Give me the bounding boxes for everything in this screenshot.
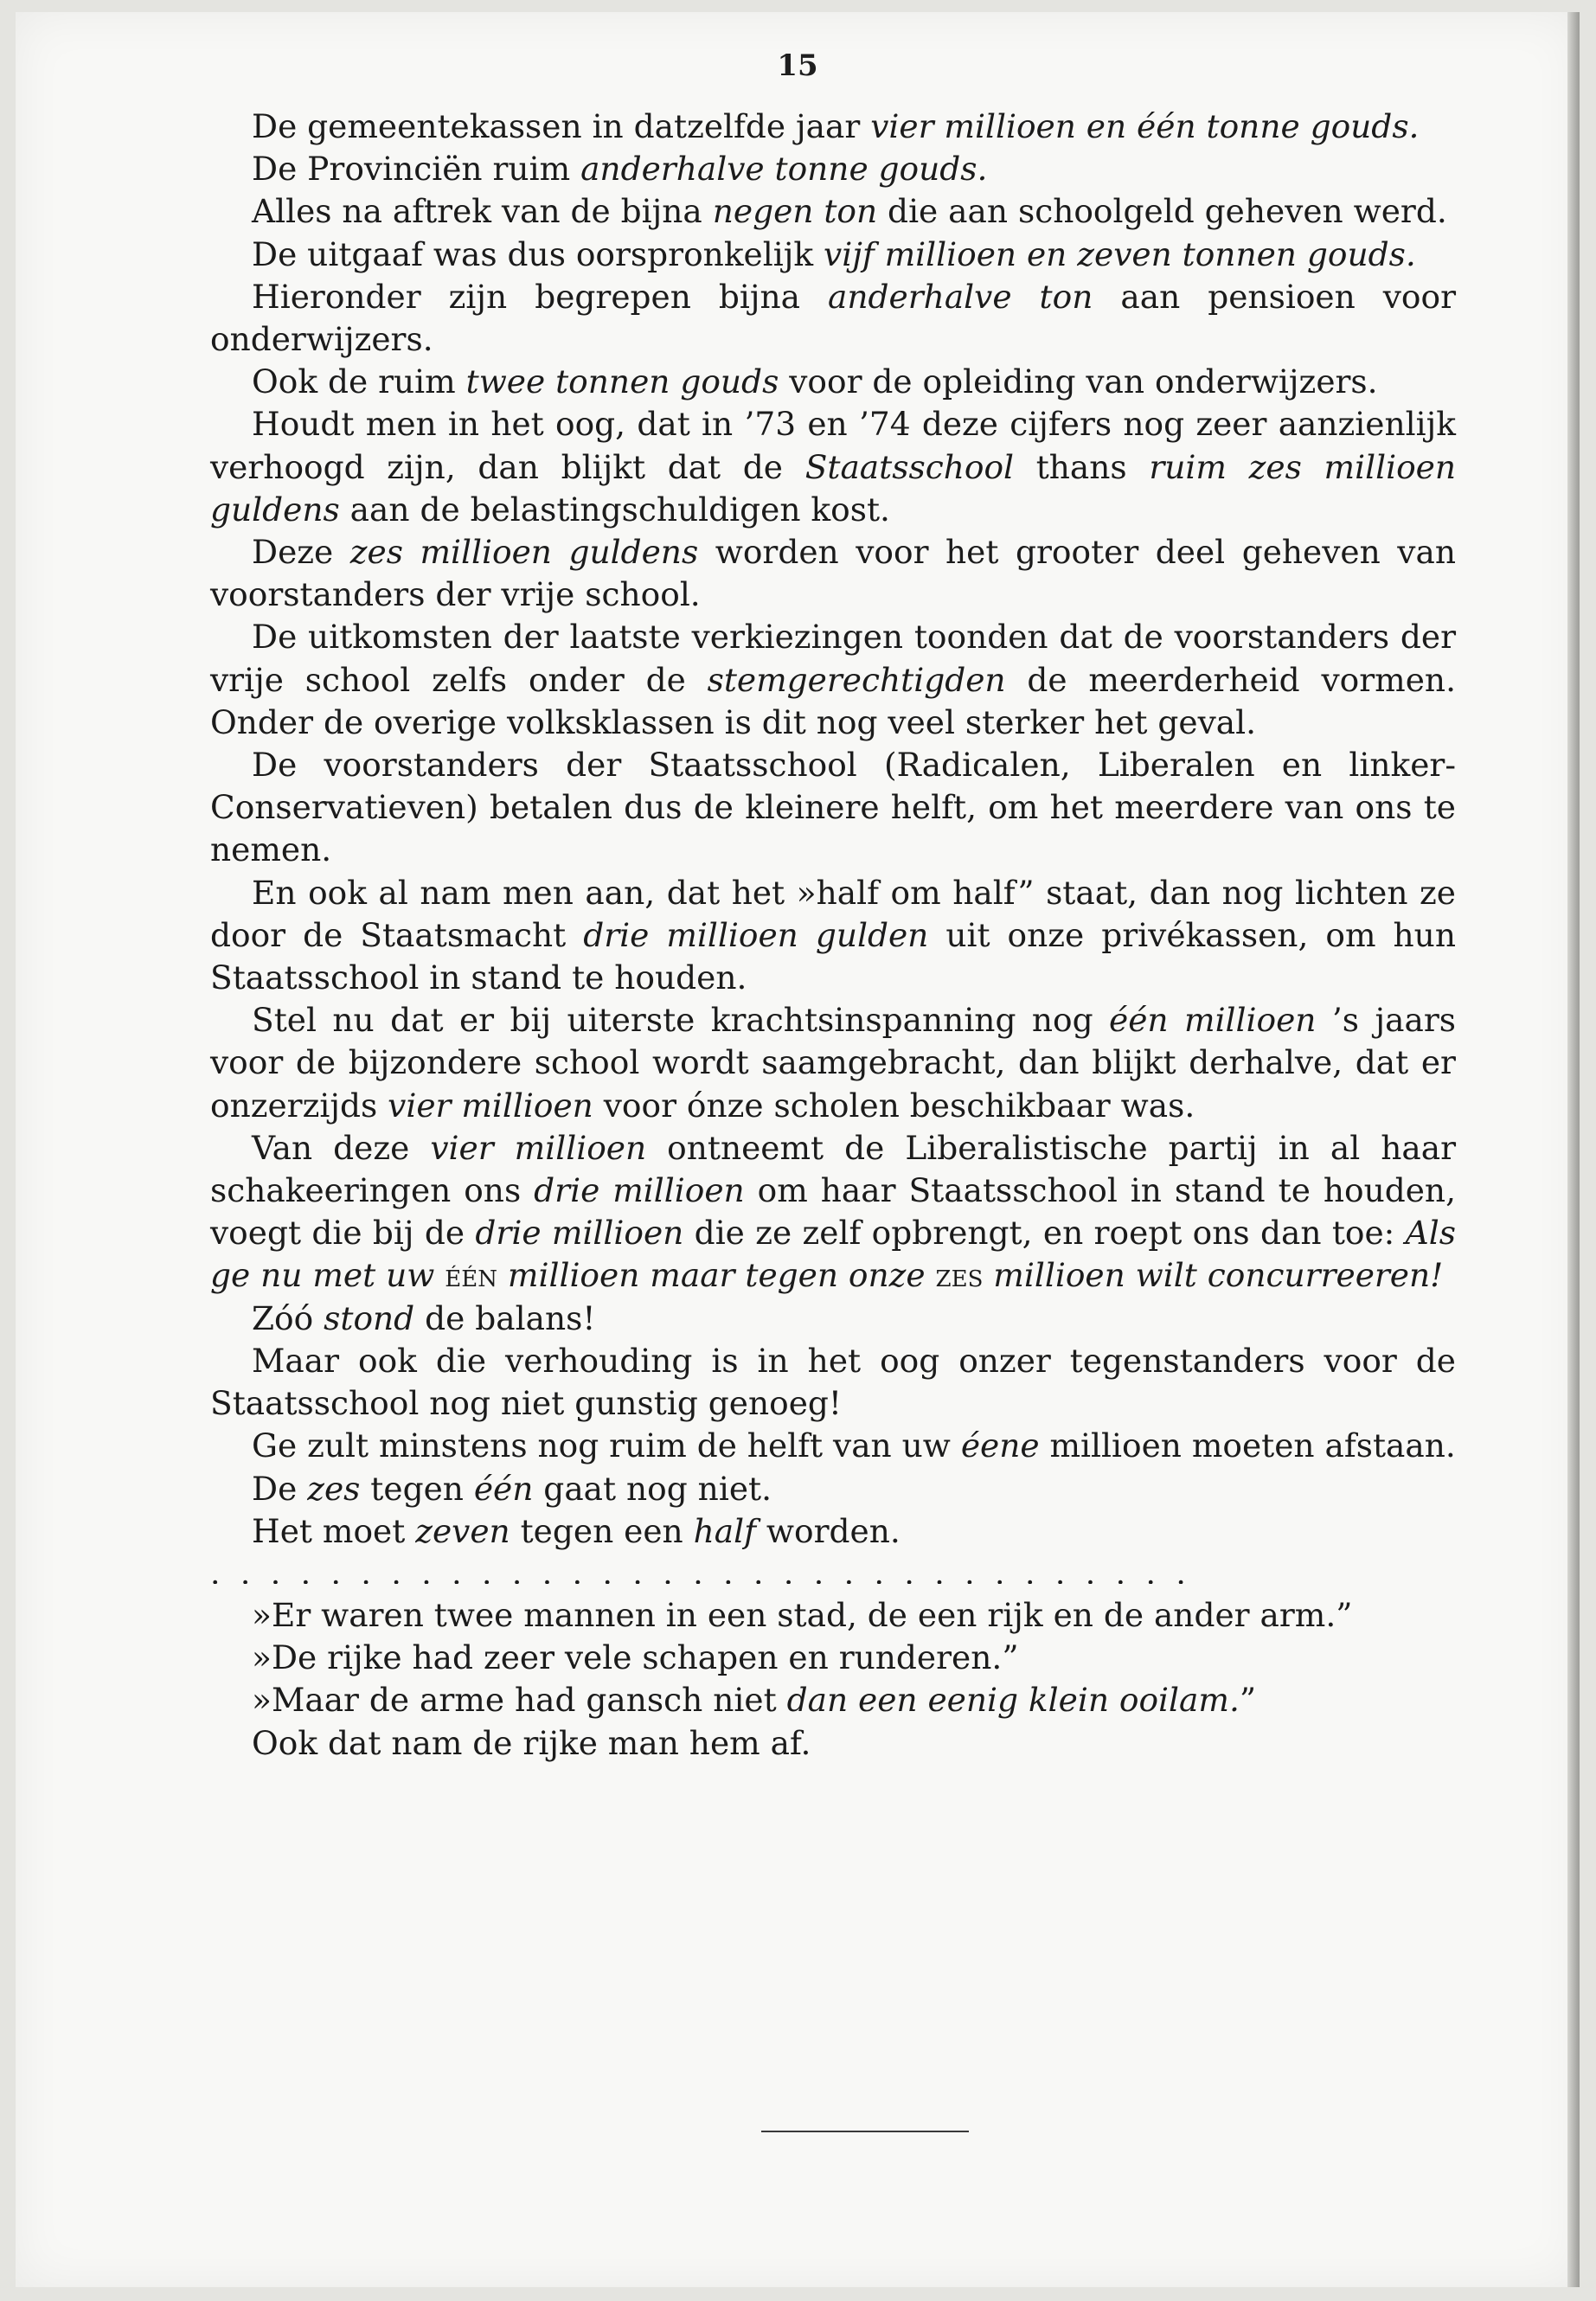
text-run: Alles na aftrek van de bijna [252, 192, 713, 231]
paragraph-p9 [210, 616, 1456, 744]
text-run: vijf millioen en zeven tonnen gouds. [824, 234, 1416, 273]
text-run: éene [960, 1426, 1040, 1465]
paragraph-p10 [210, 744, 1456, 872]
text-run: voor ónze scholen beschikbaar was. [593, 1086, 1195, 1125]
text-run: Houdt men in het oog, dat in ’73 en ’74 deze cijfers nog zeer aanzienlijk verhoogd zijn, dan blijkt dat de [210, 405, 1456, 486]
text-run: worden voor het grooter deel geheven van voorstanders der vrije school. [210, 533, 1456, 614]
text-run: aan de belastingschuldigen kost. [339, 490, 890, 529]
paragraph-c2 [210, 1637, 1456, 1679]
text-run: ruim zes millioen guldens [210, 447, 1456, 529]
text-run: gaat nog niet. [533, 1469, 772, 1508]
text-run: ” [1239, 1681, 1257, 1720]
section-separator-dots: . . . . . . . . . . . . . . . . . . . . . . . . . . . . . . . . . [210, 1564, 1191, 1584]
paragraph-p1 [210, 106, 1456, 148]
text-run: twee tonnen gouds [465, 362, 779, 401]
text-run: Staatsschool [804, 447, 1015, 486]
text-run: Maar ook die verhouding is in het oog onzer tegenstanders voor de Staatsschool nog niet gunstig genoeg! [210, 1341, 1456, 1423]
text-run: zeven [415, 1511, 510, 1550]
paragraph-p11 [210, 872, 1456, 1000]
text-run: voor de opleiding van onderwijzers. [779, 362, 1378, 401]
text-run: Van deze [252, 1128, 431, 1167]
paragraph-p14 [210, 1298, 1456, 1340]
text-run: vier millioen [388, 1086, 593, 1125]
paragraph-c4 [210, 1722, 1456, 1765]
paragraph-p6 [210, 361, 1456, 403]
text-run: Hieronder zijn begrepen bijna [252, 277, 829, 316]
text-run: thans [1014, 447, 1150, 486]
text-run: zes [935, 1256, 984, 1295]
text-run: stond [324, 1298, 415, 1337]
text-run: De uitkomsten der laatste verkiezingen toonden dat de voorstanders der vrije school zelfs onder de [210, 618, 1456, 699]
text-run: negen ton [712, 192, 878, 231]
paragraph-p13 [210, 1127, 1456, 1298]
text-run: Als ge nu met uw [210, 1214, 1456, 1295]
text-run: millioen maar tegen onze [497, 1256, 936, 1295]
text-run: tegen [360, 1469, 474, 1508]
text-run: millioen wilt concurreeren! [983, 1256, 1444, 1295]
paragraph-p2 [210, 148, 1456, 190]
paragraph-c3 [210, 1679, 1456, 1721]
text-run: één millioen [1109, 1001, 1317, 1040]
text-run: één [445, 1256, 497, 1295]
text-run: En ook al nam men aan, dat het »half om half” staat, dan nog lichten ze door de Staatsmacht [210, 873, 1456, 954]
text-run: ontneemt de Liberalistische partij in al haar schakeeringen ons [210, 1128, 1457, 1210]
paragraph-p5 [210, 276, 1456, 361]
text-run: Stel nu dat er bij uiterste krachtsinspanning nog [252, 1001, 1110, 1040]
paragraph-p7 [210, 403, 1456, 531]
text-run: »Er waren twee mannen in een stad, de een rijk en de ander arm.” [252, 1595, 1353, 1634]
text-run: Het moet [252, 1511, 416, 1550]
text-run: Zóó [252, 1298, 324, 1337]
paragraph-p12 [210, 999, 1456, 1127]
text-run: die aan schoolgeld geheven werd. [877, 192, 1447, 231]
text-run: worden. [756, 1511, 901, 1550]
text-run: om haar Staatsschool in stand te houden, voegt die bij de [210, 1171, 1456, 1253]
text-run: millioen moeten afstaan. [1039, 1426, 1456, 1465]
text-run: vier millioen [430, 1128, 647, 1167]
text-run: Ook de ruim [252, 362, 466, 401]
text-run: Ge zult minstens nog ruim de helft van uw [252, 1426, 961, 1465]
text-run: drie millioen [534, 1171, 745, 1210]
text-run: dan een eenig klein ooilam. [786, 1681, 1240, 1720]
closing-quotation [210, 1594, 1456, 1765]
page-edge-shadow [1567, 12, 1580, 2287]
text-run: drie millioen [475, 1214, 684, 1253]
text-run: aan pensioen voor onderwijzers. [210, 277, 1457, 359]
end-rule [761, 2131, 969, 2132]
paragraph-p15 [210, 1340, 1456, 1425]
text-run: zes millioen guldens [349, 533, 699, 572]
paragraph-p3 [210, 190, 1456, 233]
text-run: drie millioen gulden [583, 915, 929, 954]
text-run: de balans! [414, 1298, 596, 1337]
body-text [210, 106, 1456, 1765]
text-run: ’s jaars voor de bijzondere school wordt saamgebracht, dan blijkt derhalve, dat er onzerzijds [210, 1001, 1456, 1125]
paragraph-p16 [210, 1425, 1456, 1467]
text-run: anderhalve ton [828, 277, 1093, 316]
paragraph-p4 [210, 234, 1456, 276]
text-run: anderhalve tonne gouds. [580, 150, 988, 189]
text-run: Ook dat nam de rijke man hem af. [252, 1723, 811, 1762]
paragraph-c1 [210, 1594, 1456, 1637]
book-page [16, 12, 1580, 2287]
text-run: half [693, 1511, 756, 1550]
text-run: De [252, 1469, 308, 1508]
text-run: de meerderheid vormen. Onder de overige volksklassen is dit nog veel sterker het geval. [210, 660, 1456, 741]
text-run: De Provinciën ruim [252, 150, 581, 189]
text-run: stemgerechtigden [707, 660, 1006, 699]
text-run: uit onze privékassen, om hun Staatsschool in stand te houden. [210, 915, 1456, 997]
paragraph-p17 [210, 1468, 1456, 1510]
paragraph-p18 [210, 1510, 1456, 1553]
text-run: »De rijke had zeer vele schapen en runderen.” [252, 1638, 1019, 1677]
text-run: die ze zelf opbrengt, en roept ons dan toe: [683, 1214, 1406, 1253]
text-run: »Maar de arme had gansch niet [252, 1681, 787, 1720]
text-run: De voorstanders der Staatsschool (Radicalen, Liberalen en linker-Conservatieven) betalen dus de kleinere helft, om het meerdere van ons te nemen. [210, 746, 1456, 869]
text-run: De uitgaaf was dus oorspronkelijk [252, 234, 824, 273]
text-run: tegen een [510, 1511, 694, 1550]
paragraph-p8 [210, 531, 1456, 616]
text-run: één [473, 1469, 534, 1508]
text-run: Deze [252, 533, 350, 572]
page-number: 15 [777, 48, 818, 83]
main-paragraphs [210, 106, 1456, 1553]
text-run: De gemeentekassen in datzelfde jaar [252, 107, 871, 145]
text-run: zes [307, 1469, 361, 1508]
text-run: vier millioen en één tonne gouds. [870, 107, 1420, 145]
